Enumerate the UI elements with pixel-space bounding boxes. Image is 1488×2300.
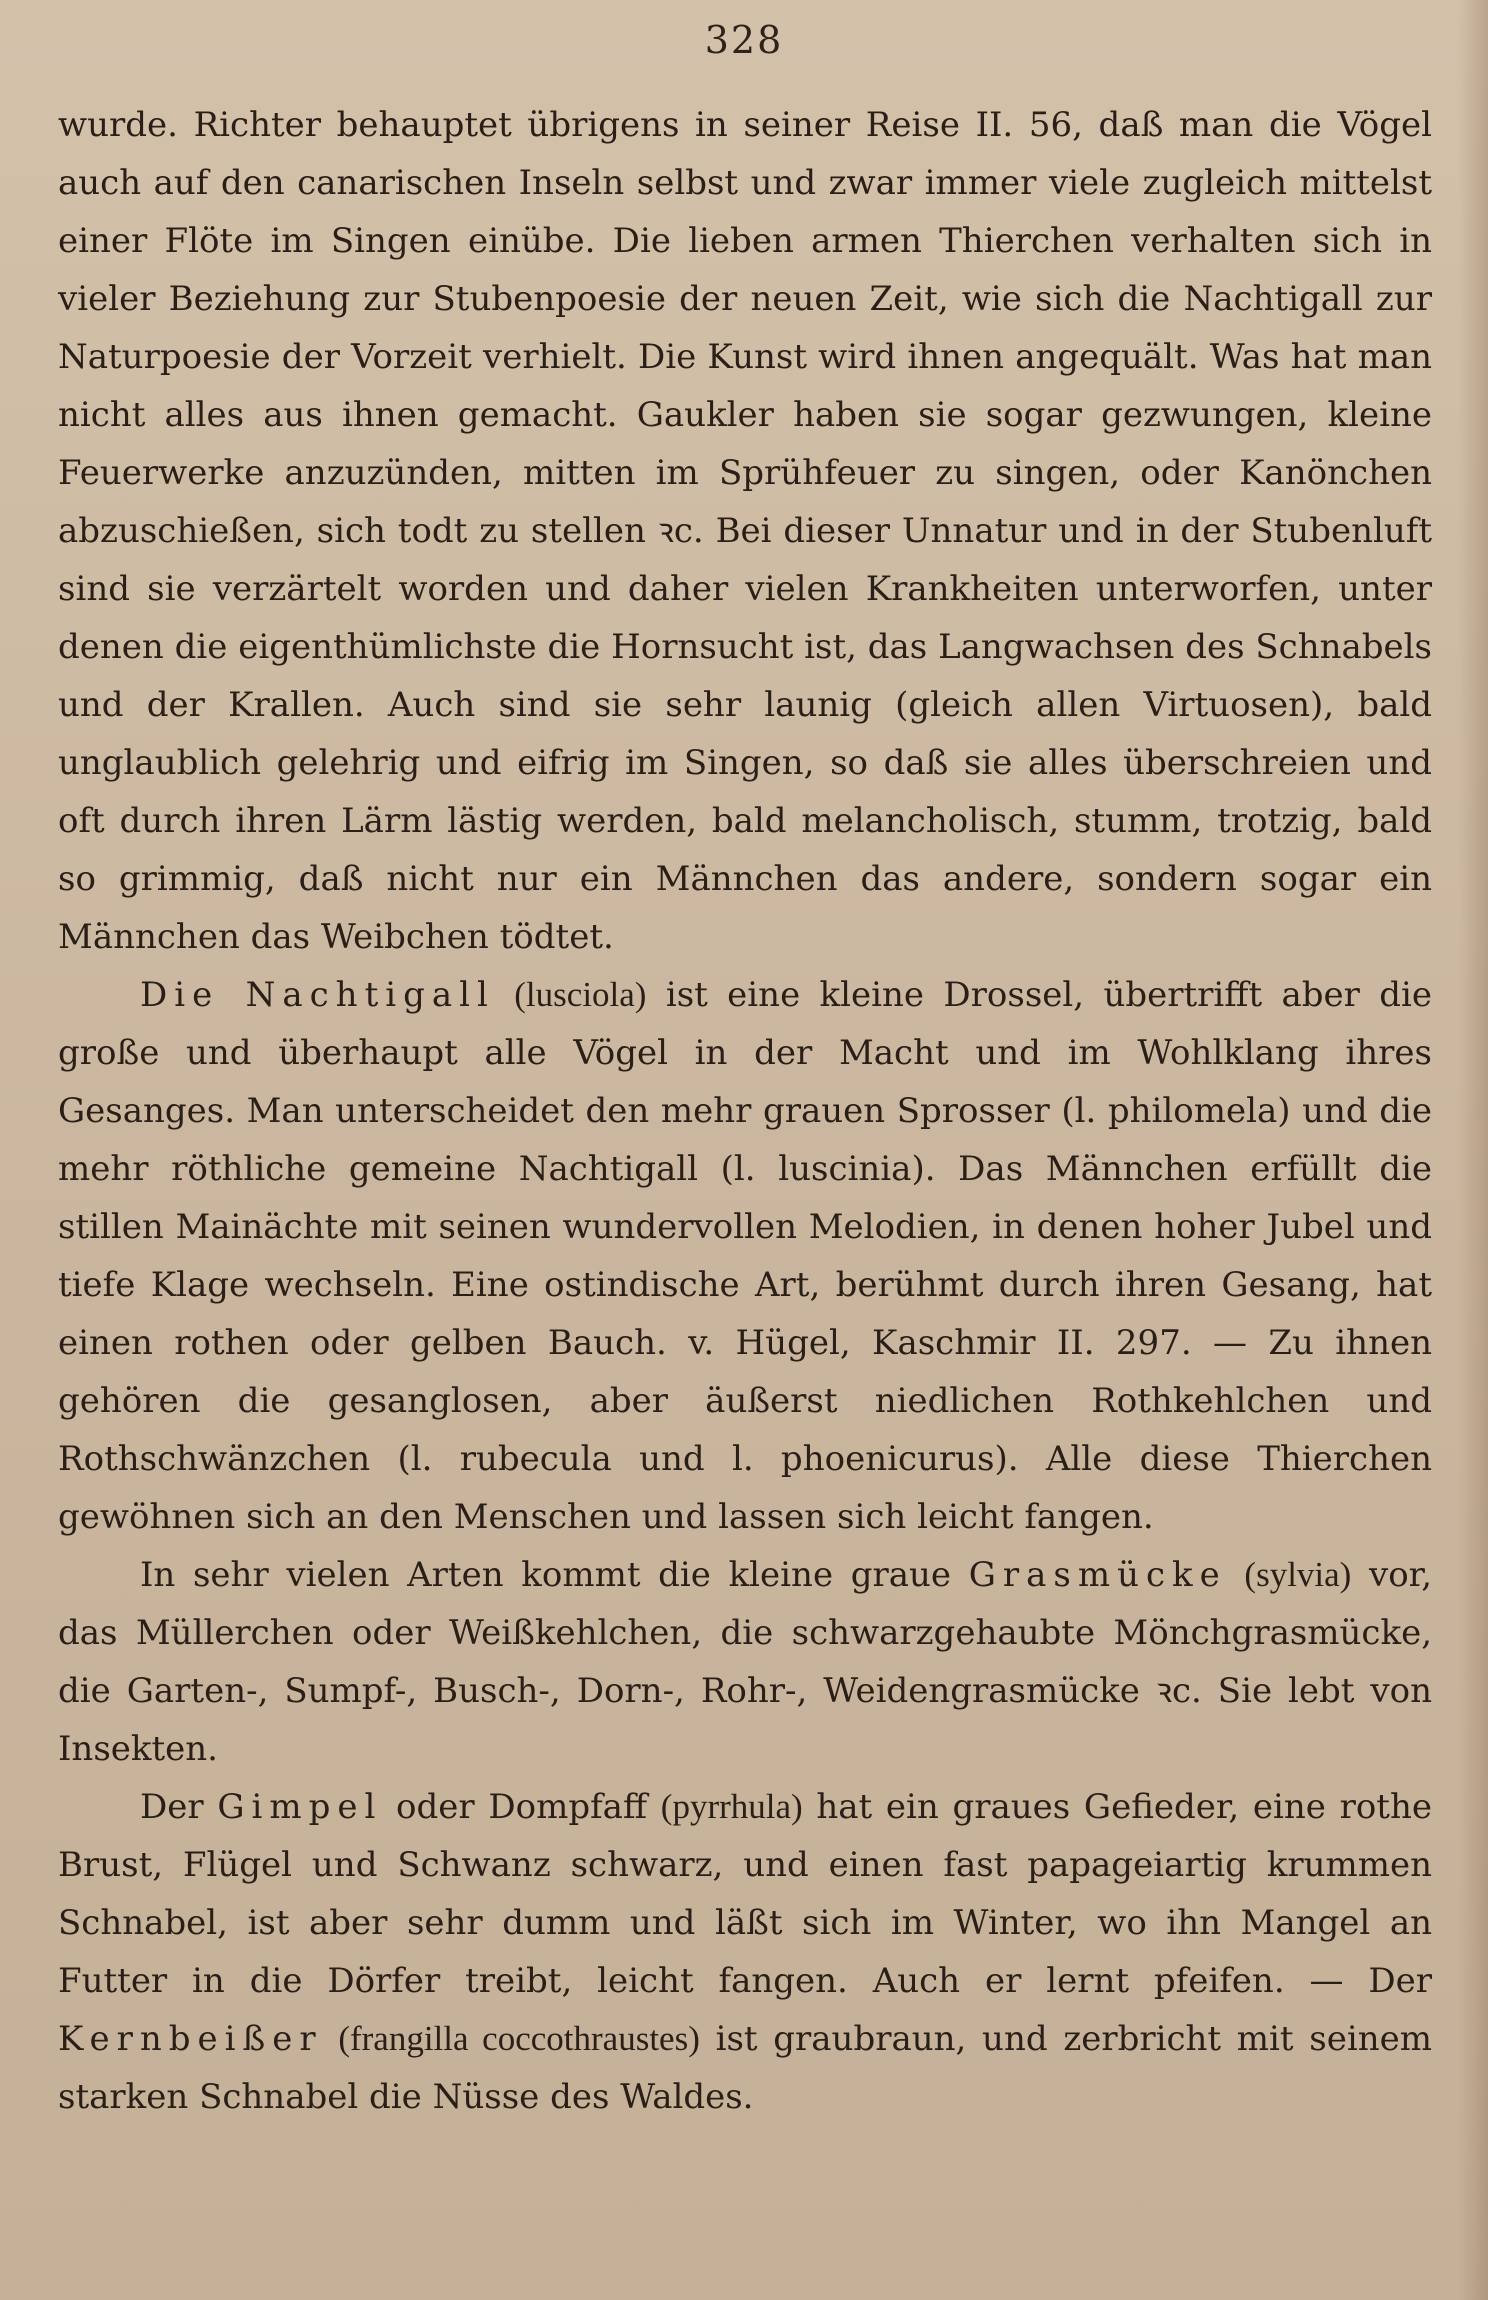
paragraph-text: ist eine kleine Drossel, übertrifft aber die große und überhaupt alle Vögel in der Macht und im Wohlklang ihres Gesanges. Man unterscheidet den mehr grauen Sprosser (l. philomela) und die mehr röthliche gemeine Nachtigall (l. luscinia). Das Männchen erfüllt die stillen Mainächte mit seinen wundervollen Melodien, in denen hoher Jubel und tiefe Klage wechseln. Eine ostindische Art, berühmt durch ihren Gesang, hat einen rothen oder gelben Bauch. v. Hügel, Kaschmir II. 297. — Zu ihnen gehören die gesanglosen, aber äußerst niedlichen Rothkehlchen und Rothschwänzchen (l. rubecula und l. phoenicurus). Alle diese Thierchen gewöhnen sich an den Menschen und lassen sich leicht fangen. <box>58 975 1433 1537</box>
paragraph-3 <box>58 1546 1432 1778</box>
term-gimpel: Gimpel <box>217 1787 383 1827</box>
page-edge-shadow <box>1458 0 1488 2300</box>
paragraph-text: vor, das Müllerchen oder Weißkehlchen, die schwarzgehaubte Mönchgrasmücke, die Garten-, Sumpf-, Busch-, Dorn-, Rohr-, Weidengrasmücke ꝛc. Sie lebt von Insekten. <box>58 1555 1433 1769</box>
paragraph-text: wurde. Richter behauptet übrigens in seiner Reise II. 56, daß man die Vögel auch auf den canarischen Inseln selbst und zwar immer viele zugleich mittelst einer Flöte im Singen einübe. Die lieben armen Thierchen verhalten sich in vieler Beziehung zur Stubenpoesie der neuen Zeit, wie sich die Nachtigall zur Naturpoesie der Vorzeit verhielt. Die Kunst wird ihnen angequält. Was hat man nicht alles aus ihnen gemacht. Gaukler haben sie sogar gezwungen, kleine Feuerwerke anzuzünden, mitten im Sprühfeuer zu singen, oder Kanönchen abzuschießen, sich todt zu stellen ꝛc. Bei dieser Unnatur und in der Stubenluft sind sie verzärtelt worden und daher vielen Krankheiten unterworfen, unter denen die eigenthümlichste die Hornsucht ist, das Langwachsen des Schnabels und der Krallen. Auch sind sie sehr launig (gleich allen Virtuosen), bald unglaublich gelehrig und eifrig im Singen, so daß sie alles überschreien und oft durch ihren Lärm lästig werden, bald melancholisch, stumm, trotzig, bald so grimmig, daß nicht nur ein Männchen das andere, sondern sogar ein Männchen das Weibchen tödtet. <box>58 105 1432 957</box>
latin-name: (pyrrhula) <box>660 1787 803 1826</box>
page-body <box>58 96 1432 2126</box>
term-nachtigall: Die Nachtigall <box>140 975 495 1015</box>
paragraph-mid: oder Dompfaff <box>382 1787 661 1827</box>
paragraph-lead: Der <box>140 1787 218 1827</box>
term-kernbeisser: Kernbeißer <box>58 2019 323 2059</box>
paragraph-text: hat ein graues Gefieder, eine rothe Brust, Flügel und Schwanz schwarz, und einen fast papageiartig krummen Schnabel, ist aber sehr dumm und läßt sich im Winter, wo ihn Mangel an Futter in die Dörfer treibt, leicht fangen. Auch er lernt pfeifen. — Der <box>58 1787 1432 2001</box>
paragraph-tail: ist graubraun, und zerbricht mit seinem starken Schnabel die Nüsse des Waldes. <box>58 2019 1432 2117</box>
paragraph-lead: In sehr vielen Arten kommt die kleine graue <box>140 1555 969 1595</box>
paragraph-2 <box>58 966 1432 1546</box>
latin-name: (sylvia) <box>1244 1555 1352 1594</box>
latin-name-2: (frangilla coccothraustes) <box>338 2019 700 2058</box>
term-grasmuecke: Grasmücke <box>968 1555 1227 1595</box>
paragraph-1 <box>58 96 1432 966</box>
paragraph-4 <box>58 1778 1432 2126</box>
page-number: 328 <box>704 18 784 62</box>
latin-name: (lusciola) <box>514 975 647 1014</box>
